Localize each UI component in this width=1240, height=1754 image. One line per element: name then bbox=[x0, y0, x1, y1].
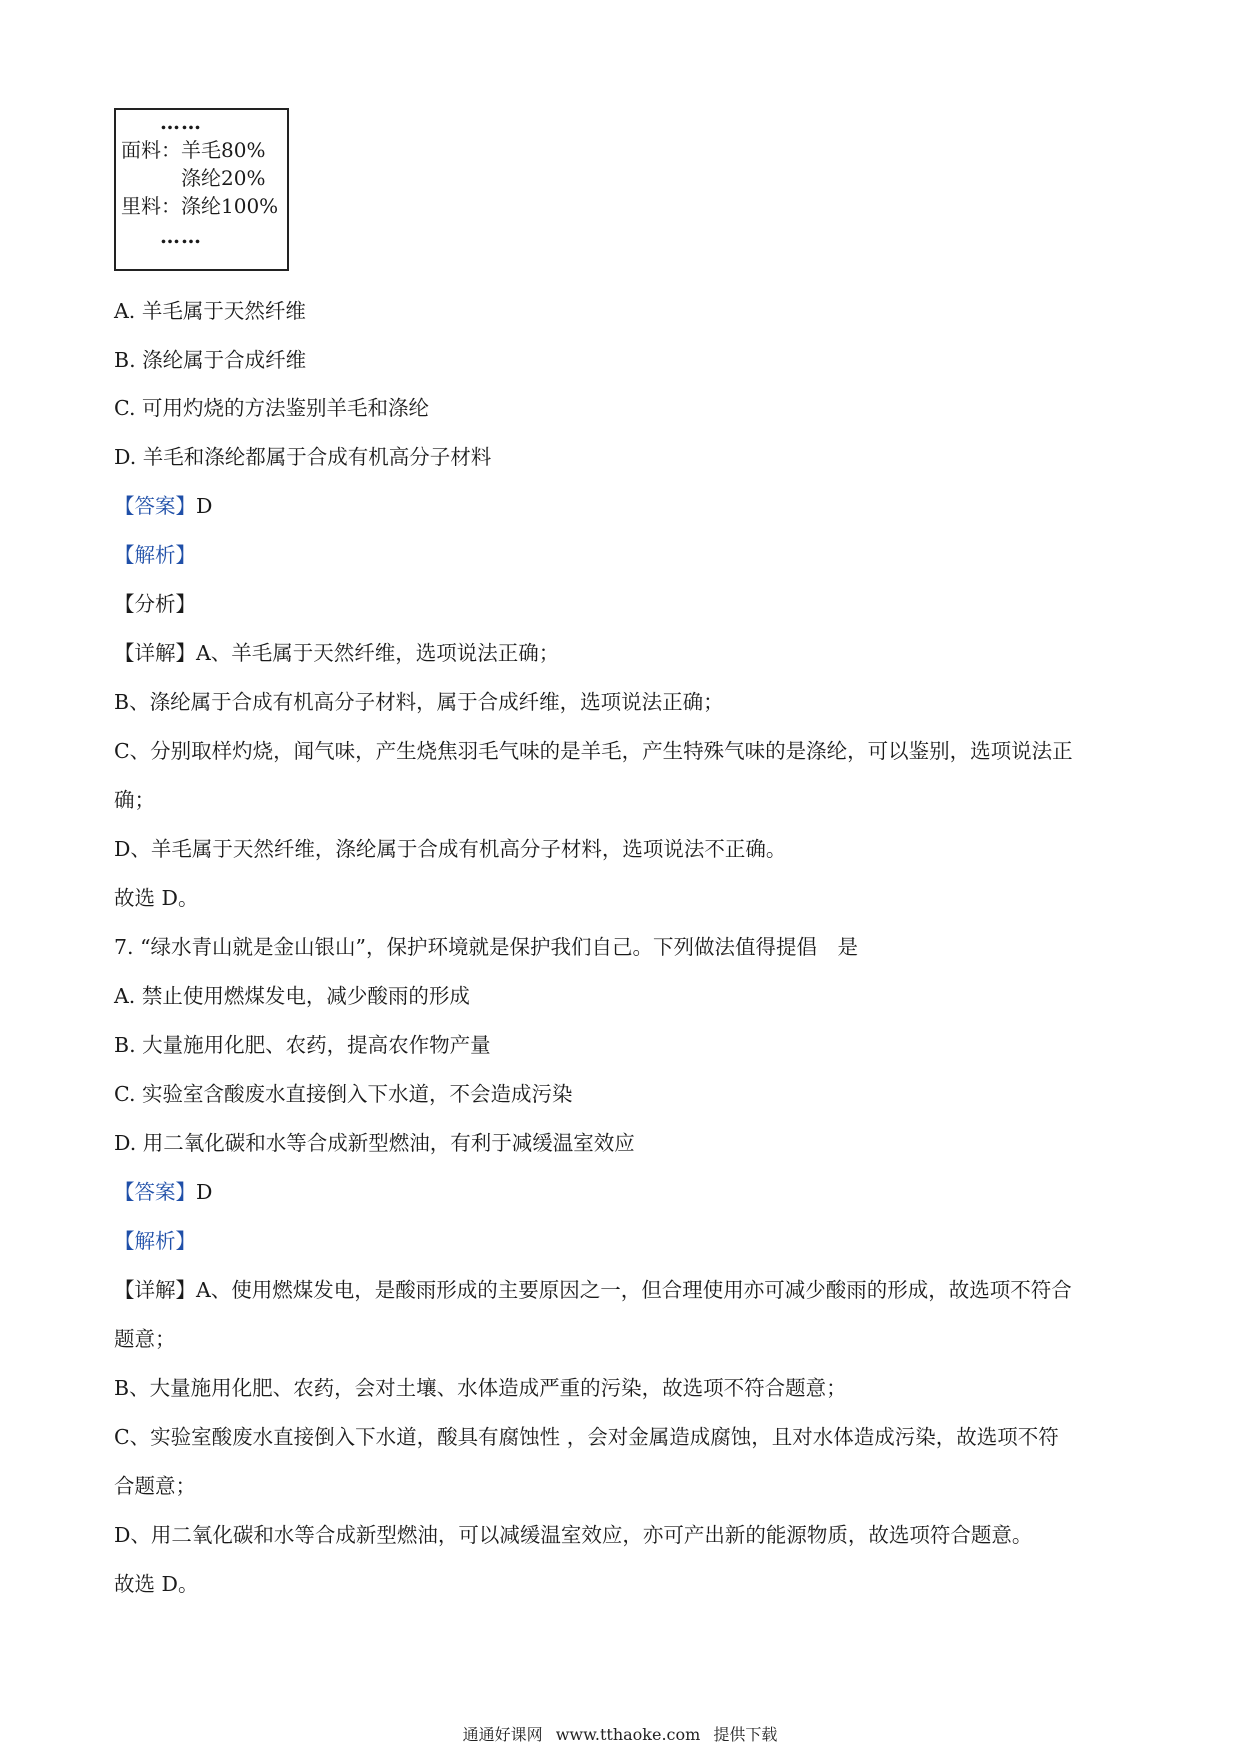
q6-option-a: A. 羊毛属于天然纤维 bbox=[114, 299, 306, 323]
page-footer bbox=[0, 1722, 1240, 1745]
label-fabric-polyester: 涤纶20% bbox=[181, 166, 266, 190]
q6-conclusion: 故选 D。 bbox=[114, 886, 199, 910]
q7-detail-line: 合题意； bbox=[114, 1474, 196, 1498]
q6-detail-line: B、涤纶属于合成有机高分子材料，属于合成纤维，选项说法正确； bbox=[114, 690, 724, 714]
q7-conclusion: 故选 D。 bbox=[114, 1572, 199, 1596]
q6-answer-tag: 【答案】 bbox=[114, 494, 196, 518]
label-lining-polyester: 涤纶100% bbox=[181, 194, 279, 218]
label-dots-top: …… bbox=[160, 110, 202, 134]
q7-answer-tag: 【答案】 bbox=[114, 1180, 196, 1204]
q7-detail-line: B、大量施用化肥、农药，会对土壤、水体造成严重的污染，故选项不符合题意； bbox=[114, 1376, 847, 1400]
q7-question: 7. “绿水青山就是金山银山”，保护环境就是保护我们自己。下列做法值得提倡 是 bbox=[114, 935, 859, 959]
q6-option-c: C. 可用灼烧的方法鉴别羊毛和涤纶 bbox=[114, 396, 429, 420]
garment-label-box bbox=[114, 108, 289, 271]
q7-detail-line: C、实验室酸废水直接倒入下水道，酸具有腐蚀性 ，会对金属造成腐蚀，且对水体造成污染，故选项不符 bbox=[114, 1425, 1059, 1449]
q7-option-d: D. 用二氧化碳和水等合成新型燃油，有利于减缓温室效应 bbox=[114, 1131, 635, 1155]
q7-detail-line: 题意； bbox=[114, 1327, 176, 1351]
q6-detail-line: 【详解】A、羊毛属于天然纤维，选项说法正确； bbox=[114, 641, 560, 665]
q6-answer bbox=[114, 492, 212, 520]
q7-answer bbox=[114, 1178, 212, 1206]
q6-option-d: D. 羊毛和涤纶都属于合成有机高分子材料 bbox=[114, 445, 492, 469]
q6-detail-line: 确； bbox=[114, 788, 155, 812]
footer-site-name: 通通好课网 bbox=[462, 1725, 543, 1744]
q7-detail-line: D、用二氧化碳和水等合成新型燃油，可以减缓温室效应，亦可产出新的能源物质，故选项符合题意。 bbox=[114, 1523, 1033, 1547]
footer-tagline: 提供下载 bbox=[713, 1725, 778, 1744]
q6-option-b: B. 涤纶属于合成纤维 bbox=[114, 348, 307, 372]
label-fabric-title: 面料： bbox=[121, 138, 181, 162]
label-lining-title: 里料： bbox=[121, 194, 181, 218]
q6-answer-value: D bbox=[196, 494, 213, 518]
q7-option-b: B. 大量施用化肥、农药，提高农作物产量 bbox=[114, 1033, 491, 1057]
label-dots-bottom: …… bbox=[160, 224, 202, 248]
q7-option-c: C. 实验室含酸废水直接倒入下水道，不会造成污染 bbox=[114, 1082, 573, 1106]
q6-detail-line: C、分别取样灼烧，闻气味，产生烧焦羽毛气味的是羊毛，产生特殊气味的是涤纶，可以鉴别，选项说法正 bbox=[114, 739, 1073, 763]
q6-fenxi-tag: 【分析】 bbox=[114, 592, 196, 616]
label-fabric-wool: 羊毛80% bbox=[181, 138, 266, 162]
q6-detail-line: D、羊毛属于天然纤维，涤纶属于合成有机高分子材料，选项说法不正确。 bbox=[114, 837, 787, 861]
footer-url[interactable]: www.tthaoke.com bbox=[555, 1725, 701, 1744]
q6-analysis-tag: 【解析】 bbox=[114, 543, 196, 567]
q7-analysis-tag: 【解析】 bbox=[114, 1229, 196, 1253]
q7-answer-value: D bbox=[196, 1180, 213, 1204]
q7-detail-line: 【详解】A、使用燃煤发电，是酸雨形成的主要原因之一，但合理使用亦可减少酸雨的形成，故选项不符合 bbox=[114, 1278, 1072, 1302]
q7-option-a: A. 禁止使用燃煤发电，减少酸雨的形成 bbox=[114, 984, 470, 1008]
